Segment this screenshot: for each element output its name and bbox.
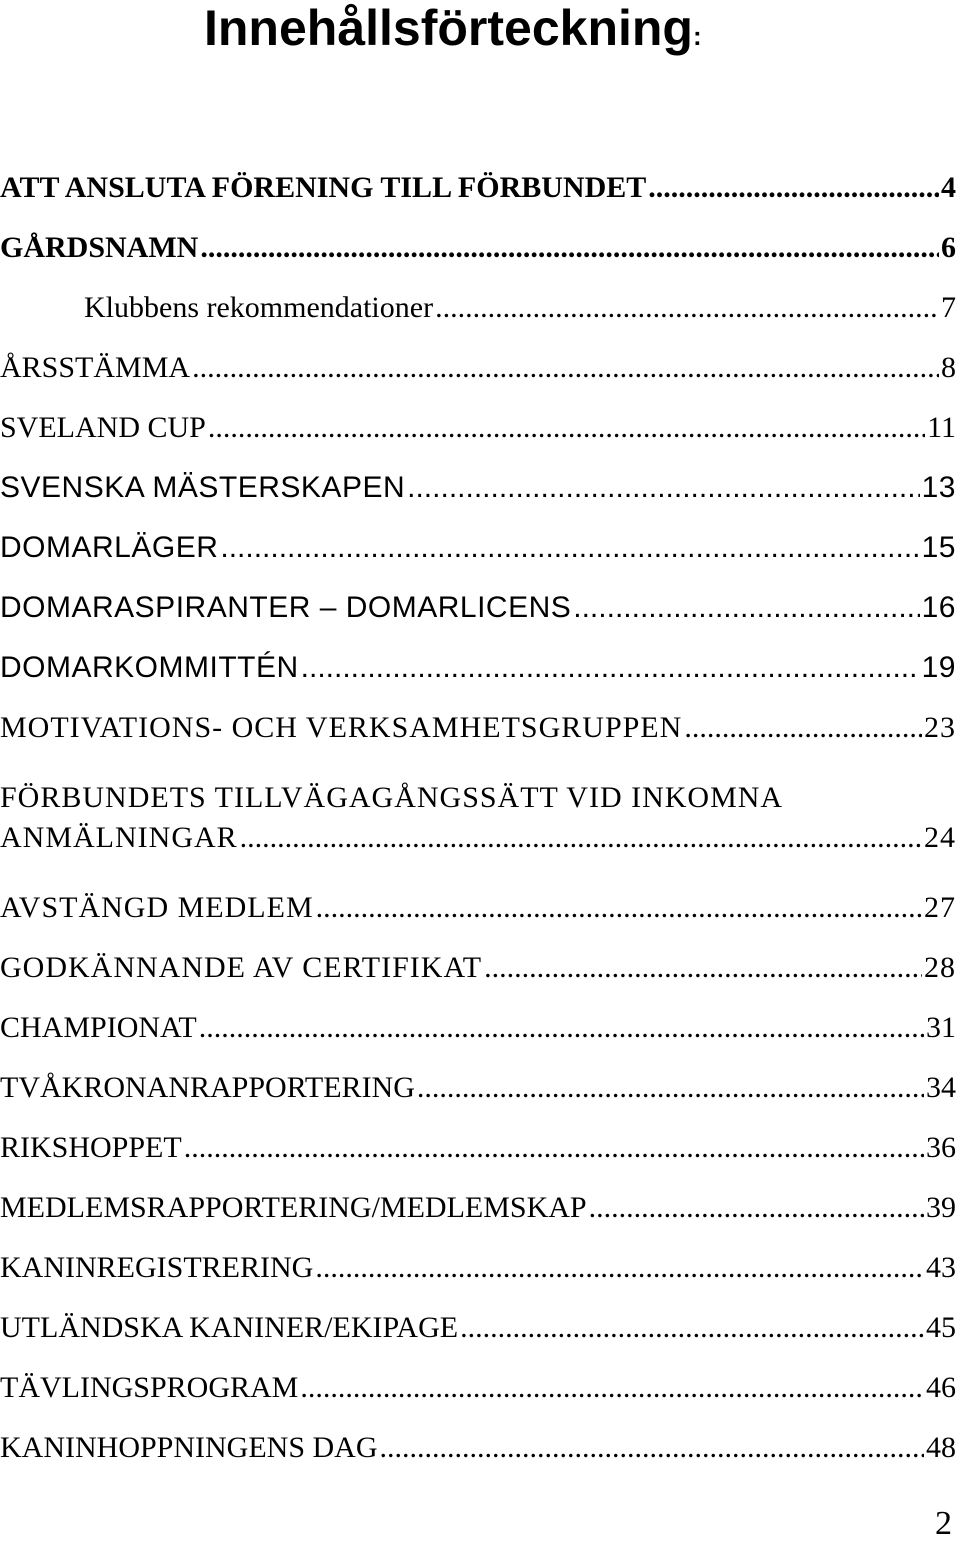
toc-leader-dots [435,278,939,338]
toc-entry-label: RIKSHOPPET [0,1131,182,1164]
toc-entry-label: GÅRDSNAMN [0,231,199,264]
toc-entry-line1[interactable] [0,778,956,818]
title-suffix: : [692,21,702,51]
toc-spacer [0,758,956,778]
toc-entry-label: ANMÄLNINGAR [0,821,238,854]
toc-leader-dots [200,218,939,278]
toc-entry-label: CHAMPIONAT [0,1011,197,1044]
toc-leader-dots [573,578,919,638]
toc-entry-page: 48 [926,1431,956,1464]
toc-entry-page: 28 [924,951,956,984]
toc-entry-page: 46 [926,1371,956,1404]
toc-entry-label: DOMARKOMMITTÉN [0,651,299,684]
toc-entry[interactable] [0,878,956,938]
toc-leader-dots [589,1178,924,1238]
toc-entry-label: AVSTÄNGD MEDLEM [0,891,314,924]
toc-entry[interactable] [0,578,956,638]
toc-entry-page: 8 [941,351,956,384]
toc-leader-dots [184,1118,924,1178]
toc-entry-label: MOTIVATIONS- OCH VERKSAMHETSGRUPPEN [0,711,683,744]
toc-leader-dots [380,1418,924,1478]
toc-entry[interactable] [0,938,956,998]
title-text: Innehållsförteckning [204,0,693,56]
toc-entry-label: KANINHOPPNINGENS DAG [0,1431,378,1464]
toc-entry[interactable] [0,1178,956,1238]
toc-leader-dots [315,1238,924,1298]
toc-entry[interactable] [0,818,956,858]
toc-entry-label: KANINREGISTRERING [0,1251,314,1284]
toc-entry-label: SVELAND CUP [0,411,206,444]
toc-entry-page: 13 [921,471,956,504]
toc-entry-label: MEDLEMSRAPPORTERING/MEDLEMSKAP [0,1191,587,1224]
toc-entry-label: ATT ANSLUTA FÖRENING TILL FÖRBUNDET [0,171,647,204]
toc-entry-label: TVÅKRONANRAPPORTERING [0,1071,415,1104]
toc-entry[interactable] [0,458,956,518]
toc-entry-page: 19 [921,651,956,684]
toc-entry[interactable] [0,158,956,218]
toc-entry-page: 45 [926,1311,956,1344]
toc-entry-page: 43 [926,1251,956,1284]
toc-entry-page: 7 [941,291,956,324]
toc-leader-dots [484,938,922,998]
toc-entry[interactable] [0,638,956,698]
toc-leader-dots [192,338,939,398]
toc-leader-dots [407,458,919,518]
toc-entry-label: Klubbens rekommendationer [84,291,434,324]
toc-entry[interactable] [0,398,956,458]
toc-leader-dots [199,998,924,1058]
toc-entry[interactable] [0,998,956,1058]
toc-entry-label: TÄVLINGSPROGRAM [0,1371,299,1404]
toc-leader-dots [208,398,925,458]
toc-entry-page: 6 [941,231,956,264]
toc-entry-page: 4 [941,171,956,204]
toc-entry-page: 16 [921,591,956,624]
toc-entry-label-line1: FÖRBUNDETS TILLVÄGAGÅNGSSÄTT VID INKOMNA [0,781,784,814]
toc-entry-label: DOMARLÄGER [0,531,219,564]
toc-leader-dots [300,1358,924,1418]
toc-entry-page: 27 [924,891,956,924]
toc-entry-page: 11 [927,411,956,444]
toc-leader-dots [684,698,922,758]
toc-leader-dots [460,1298,924,1358]
toc-entry-label: ÅRSSTÄMMA [0,351,191,384]
toc-entry[interactable] [0,1058,956,1118]
table-of-contents [0,158,956,1478]
page-number: 2 [935,1505,952,1542]
toc-subentry[interactable] [0,278,956,338]
toc-entry-page: 15 [921,531,956,564]
page-title [204,0,702,64]
toc-entry[interactable] [0,1118,956,1178]
toc-entry-label: UTLÄNDSKA KANINER/EKIPAGE [0,1311,459,1344]
toc-entry-page: 31 [926,1011,956,1044]
toc-entry-label: GODKÄNNANDE AV CERTIFIKAT [0,951,483,984]
toc-entry-page: 23 [924,711,956,744]
toc-entry-page: 34 [926,1071,956,1104]
toc-entry-label: DOMARASPIRANTER – DOMARLICENS [0,591,572,624]
toc-leader-dots [240,818,922,858]
toc-entry[interactable] [0,338,956,398]
toc-entry-label: SVENSKA MÄSTERSKAPEN [0,471,406,504]
toc-entry[interactable] [0,1238,956,1298]
toc-entry[interactable] [0,1358,956,1418]
toc-entry-page: 36 [926,1131,956,1164]
toc-leader-dots [417,1058,924,1118]
toc-leader-dots [301,638,920,698]
toc-entry[interactable] [0,698,956,758]
toc-entry[interactable] [0,218,956,278]
toc-leader-dots [220,518,919,578]
toc-entry-page: 39 [926,1191,956,1224]
toc-leader-dots [648,158,939,218]
toc-entry-page: 24 [924,821,956,854]
toc-entry[interactable] [0,518,956,578]
toc-leader-dots [316,878,922,938]
toc-entry[interactable] [0,1418,956,1478]
toc-entry[interactable] [0,1298,956,1358]
